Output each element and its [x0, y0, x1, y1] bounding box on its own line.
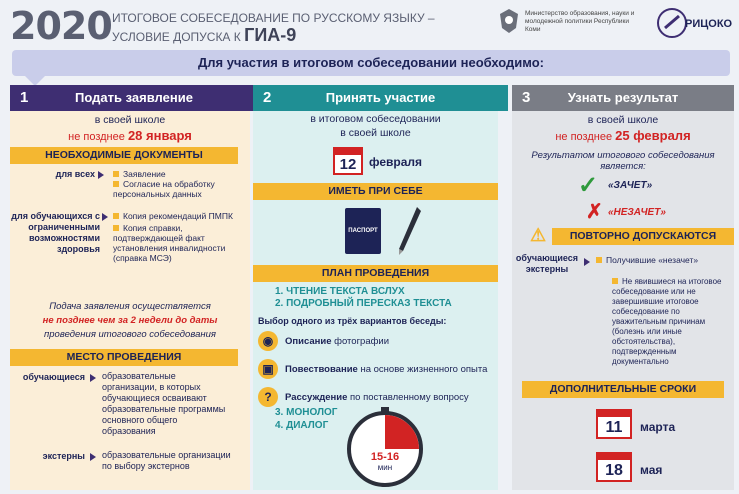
students-label: обучающиеся: [22, 372, 85, 382]
note-line2: не позднее чем за 2 недели до даты: [42, 315, 218, 326]
participate-where2: в своей школе: [340, 127, 411, 139]
header-title-line2: УСЛОВИЕ ДОПУСКА К ГИА-9: [112, 25, 297, 45]
camera-icon: ◉: [258, 331, 278, 351]
option-reasoning: Рассуждение по поставленному вопросу: [285, 392, 469, 403]
plan-title: ПЛАН ПРОВЕДЕНИЯ: [253, 265, 498, 282]
note-line1: Подача заявления осуществляется: [49, 301, 211, 312]
result-deadline: не позднее 25 февраля: [555, 128, 691, 143]
arrow-icon: [584, 258, 590, 266]
warning-icon: ⚠: [530, 225, 547, 245]
rico-logo: РИЦОКО: [655, 6, 730, 40]
film-icon: ▣: [258, 359, 278, 379]
header-title-line1: ИТОГОВОЕ СОБЕСЕДОВАНИЕ ПО РУССКОМУ ЯЗЫКУ –: [112, 11, 435, 25]
result-where: в своей школе: [587, 114, 659, 126]
repeat-item2: Не явившиеся на итоговое собеседование или не завершившие итоговое собеседование по уважительным причинам (болезнь или иные обстоятельства), подтвержденным документально: [612, 277, 722, 366]
column-apply: [10, 85, 250, 490]
coat-of-arms-icon: [498, 8, 520, 34]
pass-label: «ЗАЧЕТ»: [608, 180, 653, 191]
plan-step-4: 4. ДИАЛОГ: [275, 420, 329, 431]
arrow-icon: [98, 171, 104, 179]
header-year: 2020: [10, 4, 112, 48]
result-text: Результатом итогового собеседования является:: [531, 150, 715, 172]
step-1-header: 1 Подать заявление: [10, 85, 258, 111]
choice-text: Выбор одного из трёх вариантов беседы:: [258, 316, 447, 326]
extra-date1-month: марта: [640, 420, 676, 434]
column-result: [512, 85, 734, 490]
repeat-label: обучающиеся экстерны: [515, 253, 579, 274]
banner: Для участия в итоговом собеседовании необходимо:: [12, 50, 730, 76]
step-2-header: 2 Принять участие: [253, 85, 508, 111]
students-place: образовательные организации, в которых обучающиеся осваивают образовательные программы основного общего образования: [102, 371, 226, 436]
arrow-icon: [90, 453, 96, 461]
check-icon: ✓: [578, 172, 599, 199]
all-docs-list: Заявление Согласие на обработку персональных данных: [113, 169, 215, 199]
option-narration: Повествование на основе жизненного опыта: [285, 364, 488, 375]
have-title: ИМЕТЬ ПРИ СЕБЕ: [253, 183, 498, 200]
repeat-item1: Получившие «незачет»: [596, 255, 728, 265]
step-3-header: 3 Узнать результат: [512, 85, 734, 111]
cross-icon: ✗: [586, 201, 603, 223]
apply-where: в своей школе: [94, 114, 166, 126]
column-participate: [253, 85, 498, 490]
ovz-docs-list: Копия рекомендаций ПМПК Копия справки, подтверждающей факт установления инвалидности (справка МСЭ): [113, 211, 233, 263]
fail-label: «НЕЗАЧЕТ»: [608, 207, 666, 218]
external-place: образовательные организации по выбору экстернов: [102, 450, 231, 471]
repeat-title: ПОВТОРНО ДОПУСКАЮТСЯ: [552, 228, 734, 245]
timer-clock-icon: [345, 407, 425, 492]
passport-icon: ПАСПОРТ: [345, 208, 381, 254]
calendar-day: 12: [333, 153, 363, 175]
docs-title: НЕОБХОДИМЫЕ ДОКУМЕНТЫ: [10, 147, 238, 164]
all-label: для всех: [55, 169, 95, 179]
arrow-icon: [102, 213, 108, 221]
plan-step-3: 3. МОНОЛОГ: [275, 407, 338, 418]
plan-step-2: 2. ПОДРОБНЫЙ ПЕРЕСКАЗ ТЕКСТА: [275, 298, 452, 309]
calendar-month: февраля: [369, 155, 423, 169]
extra-date2-day: 18: [596, 458, 632, 482]
ministry-name: Министерство образования, науки и молодежной политики Республики Коми: [525, 10, 635, 33]
extra-title: ДОПОЛНИТЕЛЬНЫЕ СРОКИ: [522, 381, 724, 398]
participate-where1: в итоговом собеседовании: [310, 113, 441, 125]
apply-deadline: не позднее 28 января: [68, 128, 192, 143]
place-title: МЕСТО ПРОВЕДЕНИЯ: [10, 349, 238, 366]
question-icon: ?: [258, 387, 278, 407]
timer-value: 15-16: [370, 451, 400, 463]
ovz-label: для обучающихся с ограниченными возможностями здоровья: [11, 211, 100, 254]
option-description: Описание фотографии: [285, 336, 390, 347]
note-line3: проведения итогового собеседования: [44, 329, 216, 340]
extra-date2-month: мая: [640, 463, 663, 477]
timer-unit: мин: [377, 463, 393, 472]
arrow-icon: [90, 374, 96, 382]
extra-date1-day: 11: [596, 415, 632, 439]
plan-step-1: 1. ЧТЕНИЕ ТЕКСТА ВСЛУХ: [275, 286, 405, 297]
external-label: экстерны: [42, 451, 85, 461]
pen-icon: [395, 205, 425, 262]
